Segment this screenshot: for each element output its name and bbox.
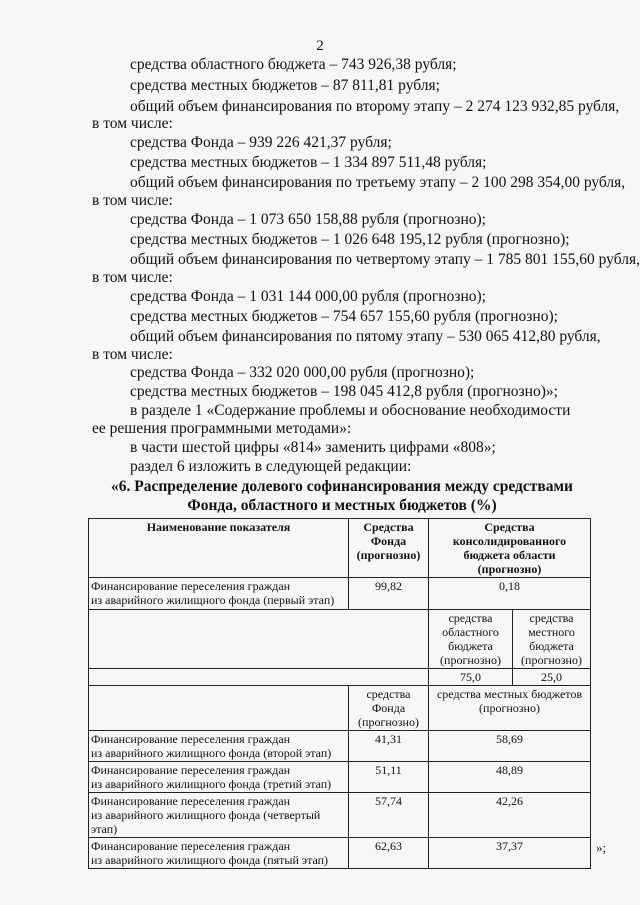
row-label	[89, 762, 349, 793]
empty-cell	[89, 669, 429, 686]
fund-value: 99,82	[349, 578, 429, 610]
subheader2-local: средства местных бюджетов (прогнозно)	[429, 686, 591, 731]
cofinancing-table	[88, 518, 591, 869]
text-line: общий объем финансирования по пятому этапу – 530 065 412,80 рубля,	[130, 328, 601, 345]
row-label-a: Финансирование переселения граждан	[91, 732, 291, 746]
page-number: 2	[316, 38, 324, 54]
text-line: в том числе:	[92, 192, 173, 209]
row-label	[89, 793, 349, 838]
consolidated-value: 0,18	[429, 578, 591, 610]
text-line: средства Фонда – 939 226 421,37 рубля;	[130, 134, 392, 151]
text-line: в том числе:	[92, 115, 173, 132]
text-line: средства областного бюджета – 743 926,38 рубля;	[130, 56, 457, 73]
text-line: общий объем финансирования по четвертому этапу – 1 785 801 155,60 рубля,	[130, 251, 640, 268]
row-label-a: Финансирование переселения граждан	[91, 763, 291, 777]
header-fund: Средства Фонда (прогнозно)	[349, 519, 429, 578]
text-line: раздел 6 изложить в следующей редакции:	[130, 458, 412, 475]
text-line: средства местных бюджетов – 1 026 648 195,12 рубля (прогнозно);	[130, 231, 570, 248]
text-line: в разделе 1 «Содержание проблемы и обоснование необходимости	[130, 402, 571, 419]
text-line: средства Фонда – 332 020 000,00 рубля (прогнозно);	[130, 364, 475, 381]
text-line: средства Фонда – 1 073 650 158,88 рубля (прогнозно);	[130, 211, 486, 228]
row-label	[89, 731, 349, 762]
local-value: 25,0	[513, 669, 591, 686]
text-line: в том числе:	[92, 346, 173, 363]
fund-value: 62,63	[349, 838, 429, 869]
text-line: средства местных бюджетов – 198 045 412,8 рубля (прогнозно)»;	[130, 383, 558, 400]
header-indicator: Наименование показателя	[89, 519, 349, 578]
section-heading-line1: «6. Распределение долевого софинансирования между средствами	[111, 478, 573, 495]
local-value: 48,89	[429, 762, 591, 793]
subheader-local: средства местного бюджета (прогнозно)	[513, 610, 591, 669]
text-line: в том числе:	[92, 269, 173, 286]
text-line: общий объем финансирования по третьему этапу – 2 100 298 354,00 рубля,	[130, 174, 626, 191]
regional-value: 75,0	[429, 669, 513, 686]
fund-value: 57,74	[349, 793, 429, 838]
row-label-b: из аварийного жилищного фонда (четвертый этап)	[91, 808, 321, 836]
empty-cell	[89, 686, 349, 731]
text-line: средства Фонда – 1 031 144 000,00 рубля (прогнозно);	[130, 288, 486, 305]
fund-value: 51,11	[349, 762, 429, 793]
row-label-a: Финансирование переселения граждан	[91, 839, 291, 853]
row-label	[89, 578, 349, 610]
row-label-b: из аварийного жилищного фонда (пятый этап)	[91, 853, 329, 867]
empty-cell	[89, 610, 429, 669]
subheader2-fund: средства Фонда (прогнозно)	[349, 686, 429, 731]
local-value: 58,69	[429, 731, 591, 762]
row-label-a: Финансирование переселения граждан	[91, 579, 291, 593]
local-value: 42,26	[429, 793, 591, 838]
section-heading-line2: Фонда, областного и местных бюджетов (%)	[187, 497, 497, 514]
text-line: средства местных бюджетов – 754 657 155,60 рубля (прогнозно);	[130, 308, 558, 325]
text-line: общий объем финансирования по второму этапу – 2 274 123 932,85 рубля,	[130, 98, 620, 115]
row-label-b: из аварийного жилищного фонда (первый этап)	[91, 593, 335, 607]
local-value: 37,37	[429, 838, 591, 869]
text-line: ее решения программными методами»:	[92, 420, 352, 437]
closing-quote: »;	[596, 840, 607, 855]
text-line: в части шестой цифры «814» заменить цифрами «808»;	[130, 439, 496, 456]
subheader-regional: средства областного бюджета (прогнозно)	[429, 610, 513, 669]
row-label	[89, 838, 349, 869]
fund-value: 41,31	[349, 731, 429, 762]
row-label-a: Финансирование переселения граждан	[91, 794, 291, 808]
row-label-b: из аварийного жилищного фонда (второй этап)	[91, 746, 332, 760]
header-consolidated: Средства консолидированного бюджета области (прогнозно)	[429, 519, 591, 578]
row-label-b: из аварийного жилищного фонда (третий этап)	[91, 777, 332, 791]
text-line: средства местных бюджетов – 1 334 897 511,48 рубля;	[130, 154, 487, 171]
text-line: средства местных бюджетов – 87 811,81 рубля;	[130, 77, 440, 94]
